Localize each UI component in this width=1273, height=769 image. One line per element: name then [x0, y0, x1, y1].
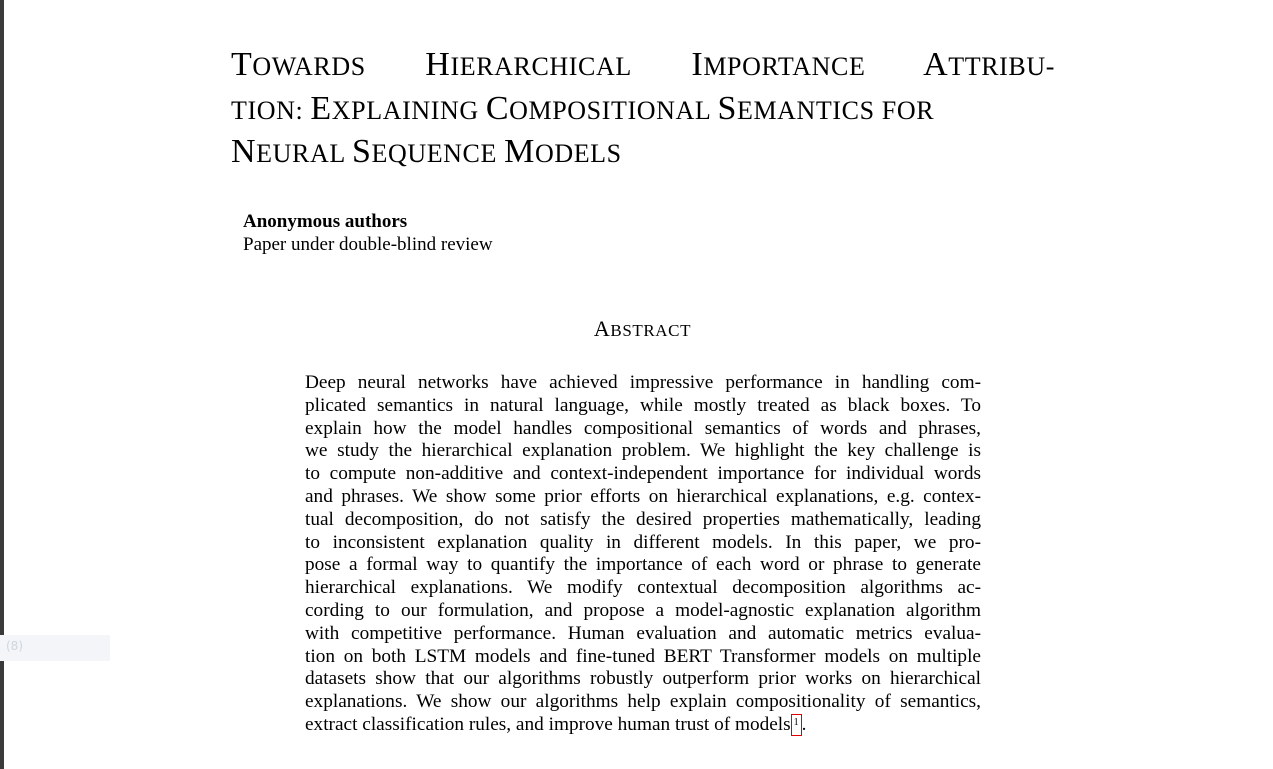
abstract-line: and phrases. We show some prior efforts on hierarchical explanations, e.g. contex-	[305, 485, 981, 507]
abstract-body	[305, 372, 981, 737]
title-smallcaps: IERARCHICAL	[450, 52, 632, 81]
author-names: Anonymous authors	[243, 211, 408, 232]
title-cap: S	[717, 89, 737, 127]
title-cap: E	[310, 89, 332, 127]
abstract-line: explain how the model handles compositional semantics of words and phrases,	[305, 417, 981, 439]
title-smallcaps: EURAL	[256, 139, 352, 168]
abstract-line: datasets show that our algorithms robustly outperform prior works on hierarchical	[305, 668, 981, 690]
title-cap: I	[691, 46, 704, 83]
title-smallcaps: OMPOSITIONAL	[509, 95, 718, 125]
title-smallcaps: TION:	[231, 95, 311, 125]
title-cap: T	[231, 46, 253, 83]
footnote-marker[interactable]: 1	[793, 716, 799, 728]
abstract-line: tual decomposition, do not satisfy the desired properties mathematically, leading	[305, 508, 981, 530]
footnote-link[interactable]	[791, 714, 802, 736]
abstract-end-period: .	[801, 713, 807, 735]
title-smallcaps: TTRIBU-	[948, 52, 1055, 81]
title-cap: N	[231, 133, 257, 170]
title-smallcaps: EQUENCE	[371, 139, 505, 168]
title-line-3	[231, 131, 1055, 175]
title-smallcaps: MPORTANCE	[703, 52, 866, 81]
title-smallcaps: EMANTICS FOR	[736, 95, 935, 125]
abstract-line: to compute non-additive and context-independent importance for individual words	[305, 463, 981, 485]
title-cap: S	[351, 133, 372, 170]
title-line-2	[231, 88, 1055, 132]
abstract-line: Deep neural networks have achieved impressive performance in handling com-	[305, 372, 981, 393]
abstract-heading	[0, 316, 1273, 342]
heading-cap: A	[593, 316, 611, 341]
abstract-line: pose a formal way to quantify the importance of each word or phrase to generate	[305, 554, 981, 576]
review-note: Paper under double-blind review	[243, 234, 493, 255]
abstract-line: tion on both LSTM models and fine-tuned BERT Transformer models on multiple	[305, 645, 981, 667]
title-smallcaps: XPLAINING	[331, 95, 486, 125]
paper-title	[231, 44, 1055, 175]
author-block	[243, 210, 493, 256]
abstract-line: explanations. We show our algorithms help explain compositionality of semantics,	[305, 691, 981, 713]
abstract-line: hierarchical explanations. We modify contextual decomposition algorithms ac-	[305, 577, 981, 599]
title-line-1	[231, 44, 1055, 88]
sidebar-ghost-label: (8)	[6, 639, 23, 653]
abstract-line: we study the hierarchical explanation problem. We highlight the key challenge is	[305, 440, 981, 462]
abstract-last-text: extract classification rules, and improve human trust of models	[305, 713, 791, 735]
title-cap: M	[504, 133, 535, 170]
abstract-last-line	[305, 714, 981, 737]
title-cap: H	[425, 46, 451, 83]
abstract-line: with competitive performance. Human evaluation and automatic metrics evalua-	[305, 622, 981, 644]
abstract-line: plicated semantics in natural language, while mostly treated as black boxes. To	[305, 394, 981, 416]
title-smallcaps: ODELS	[534, 139, 622, 168]
abstract-line: cording to our formulation, and propose a model-agnostic explanation algorithm	[305, 599, 981, 621]
abstract-line: to inconsistent explanation quality in different models. In this paper, we pro-	[305, 531, 981, 553]
title-smallcaps: OWARDS	[252, 52, 366, 81]
title-cap: C	[485, 89, 510, 127]
title-cap: A	[923, 46, 949, 83]
heading-smallcaps: BSTRACT	[610, 321, 692, 340]
